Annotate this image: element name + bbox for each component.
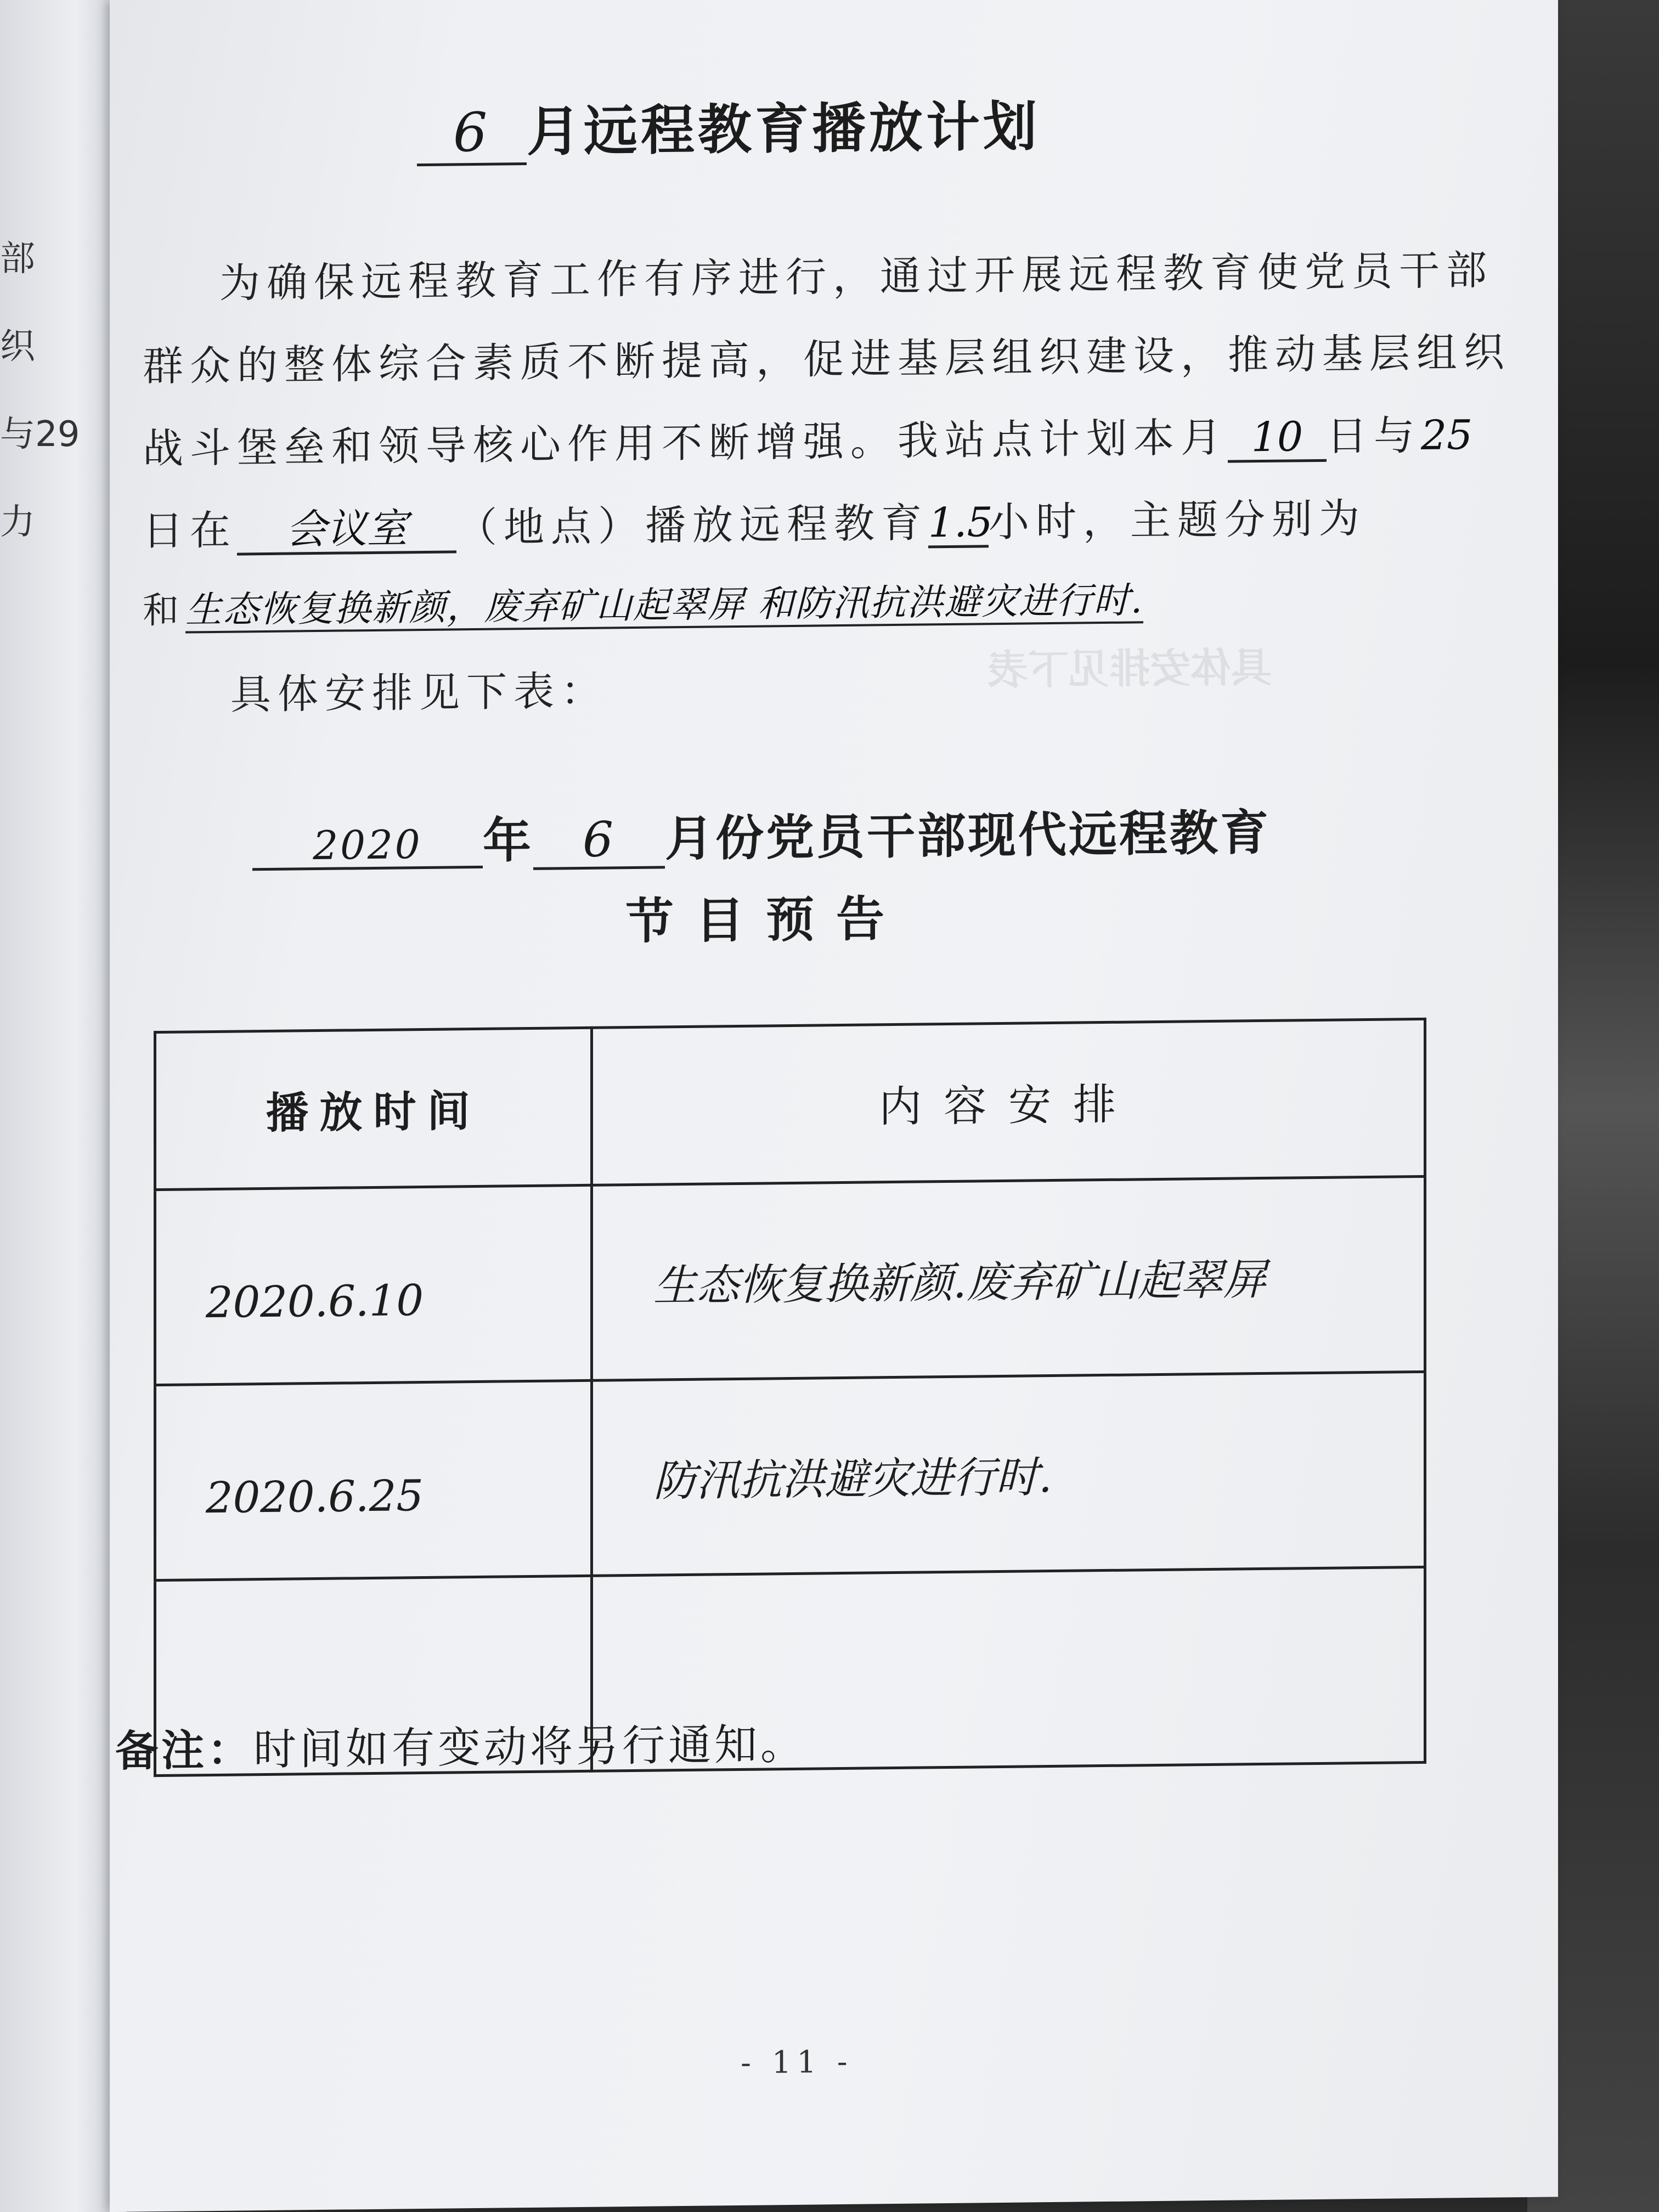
- table-row: [155, 1176, 1425, 1385]
- day2-handwritten: 25: [1421, 411, 1473, 459]
- paragraph-line-3-mid: 日与: [1327, 411, 1421, 460]
- schedule-table: [154, 1018, 1426, 1777]
- row-time: 2020.6.25: [155, 1380, 592, 1580]
- hours-blank: 1.5: [928, 500, 989, 549]
- header-time: 播放时间: [155, 1028, 592, 1189]
- show-through-text: 具体安排见下表: [988, 644, 1272, 695]
- paragraph-line-4: [143, 485, 1459, 557]
- title-text: 月远程教育播放计划: [527, 95, 1041, 164]
- schedule-subheading: 节目预告: [625, 890, 907, 950]
- table-row: [155, 1372, 1425, 1580]
- edge-char: 与29: [0, 414, 80, 455]
- title-month-blank: 6: [417, 103, 527, 166]
- paragraph-line-2: 群众的整体综合素质不断提高，促进基层组织建设，推动基层组织: [143, 329, 1511, 391]
- paragraph-line-5: [143, 567, 1459, 633]
- paragraph-line-3-prefix: 战斗堡垒和领导核心作用不断增强。我站点计划本月: [143, 414, 1228, 473]
- document-title: [417, 83, 1040, 167]
- row-content: 生态恢复换新颜.废弃矿山起翠屏: [592, 1176, 1425, 1380]
- row-content: 防汛抗洪避灾进行时.: [592, 1372, 1425, 1576]
- edge-char: 织: [0, 326, 35, 367]
- header-content: 内容安排: [592, 1019, 1425, 1185]
- previous-page-edge: [0, 0, 126, 2212]
- edge-char: 力: [0, 502, 35, 543]
- day1-blank: 10: [1228, 415, 1327, 463]
- row-time: 2020.6.10: [155, 1185, 592, 1385]
- schedule-heading: [252, 794, 1271, 874]
- table-header-row: [155, 1019, 1425, 1189]
- document-page: [110, 0, 1558, 2212]
- paragraph-line-4-prefix: 日在: [143, 506, 237, 555]
- note: [115, 1710, 806, 1779]
- paragraph-line-3: [143, 403, 1473, 475]
- place-blank: 会议室: [237, 506, 456, 556]
- paragraph-line-4-suffix: 小时，主题分别为: [989, 495, 1366, 546]
- schedule-month-blank: 6: [533, 812, 665, 870]
- paragraph-line-4-mid: （地点）播放远程教育: [456, 499, 928, 552]
- page-number: - 11 -: [741, 2044, 853, 2081]
- note-text: 时间如有变动将另行通知。: [253, 1719, 807, 1775]
- edge-char: 部: [0, 239, 35, 279]
- paragraph-line-6: 具体安排见下表：: [230, 667, 608, 719]
- schedule-month-label: 月份党员干部现代远程教育: [665, 804, 1271, 867]
- paragraph-line-1: 为确保远程教育工作有序进行，通过开展远程教育使党员干部: [219, 246, 1493, 307]
- paragraph-line-5-prefix: 和: [143, 589, 185, 632]
- year-label: 年: [483, 811, 534, 869]
- year-blank: 2020: [252, 822, 483, 871]
- note-label: 备注：: [115, 1725, 254, 1776]
- topics-handwritten: 生态恢复换新颜，废弃矿山起翠屏 和防汛抗洪避灾进行时.: [185, 579, 1143, 633]
